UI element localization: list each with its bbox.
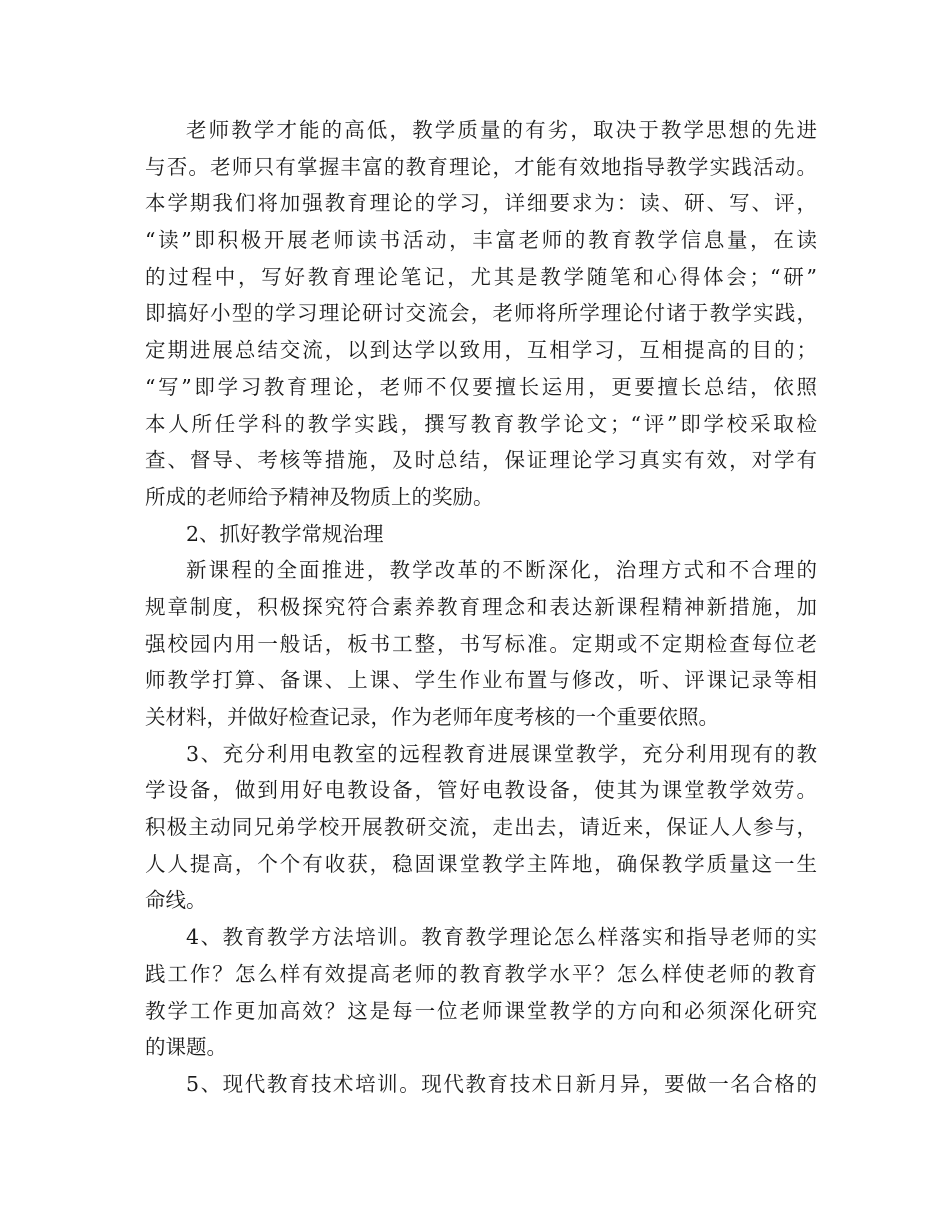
paragraph-line: 本人所任学科的教学实践，撰写教育教学论文；“评”即学校采取检 — [145, 411, 817, 436]
paragraph-line: 人人提高，个个有收获，稳固课堂教学主阵地，确保教学质量这一生 — [145, 851, 817, 876]
paragraph-line: 查、督导、考核等措施，及时总结，保证理论学习真实有效，对学有 — [145, 448, 817, 473]
paragraph-line: 命线。 — [145, 888, 207, 913]
document-body — [145, 112, 817, 1103]
paragraph-line: 学设备，做到用好电教设备，管好电教设备，使其为课堂教学效劳。 — [145, 778, 817, 803]
paragraph-line: 所成的老师给予精神及物质上的奖励。 — [145, 484, 494, 509]
paragraph-line: 老师教学才能的高低，教学质量的有劣，取决于教学思想的先进 — [186, 118, 817, 142]
paragraph-line: “写”即学习教育理论，老师不仅要擅长运用，更要擅长总结，依照 — [145, 374, 817, 399]
section-heading: 2、抓好教学常规治理 — [186, 521, 384, 546]
paragraph-line: 5、现代教育技术培训。现代教育技术日新月异，要做一名合格的 — [186, 1071, 817, 1096]
paragraph-line: 3、充分利用电教室的远程教育进展课堂教学，充分利用现有的教 — [186, 741, 817, 766]
paragraph-line: 强校园内用一般话，板书工整，书写标准。定期或不定期检查每位老 — [145, 631, 817, 656]
paragraph-line: 与否。老师只有掌握丰富的教育理论，才能有效地指导教学实践活动。 — [145, 154, 817, 179]
paragraph-line: 新课程的全面推进，教学改革的不断深化，治理方式和不合理的 — [186, 558, 817, 583]
paragraph-line: 的课题。 — [145, 1035, 227, 1060]
paragraph-line: 规章制度，积极探究符合素养教育理念和表达新课程精神新措施，加 — [145, 594, 817, 619]
paragraph-line: 定期进展总结交流，以到达学以致用，互相学习，互相提高的目的； — [145, 338, 817, 363]
paragraph-line: 关材料，并做好检查记录，作为老师年度考核的一个重要依照。 — [145, 705, 719, 729]
paragraph-line: “读”即积极开展老师读书活动，丰富老师的教育教学信息量，在读 — [145, 228, 817, 253]
paragraph-line: 积极主动同兄弟学校开展教研交流，走出去，请近来，保证人人参与， — [145, 815, 817, 840]
paragraph-line: 师教学打算、备课、上课、学生作业布置与修改，听、评课记录等相 — [145, 668, 817, 693]
paragraph-line: 即搞好小型的学习理论研讨交流会，老师将所学理论付诸于教学实践， — [145, 301, 817, 326]
paragraph-line: 践工作？怎么样有效提高老师的教育教学水平？怎么样使老师的教育 — [145, 961, 817, 986]
paragraph-line: 教学工作更加高效？这是每一位老师课堂教学的方向和必须深化研究 — [145, 998, 817, 1023]
paragraph-line: 4、教育教学方法培训。教育教学理论怎么样落实和指导老师的实 — [186, 925, 817, 950]
paragraph-line: 本学期我们将加强教育理论的学习，详细要求为：读、研、写、评， — [145, 191, 817, 216]
paragraph-line: 的过程中，写好教育理论笔记，尤其是教学随笔和心得体会；“研” — [145, 264, 817, 289]
